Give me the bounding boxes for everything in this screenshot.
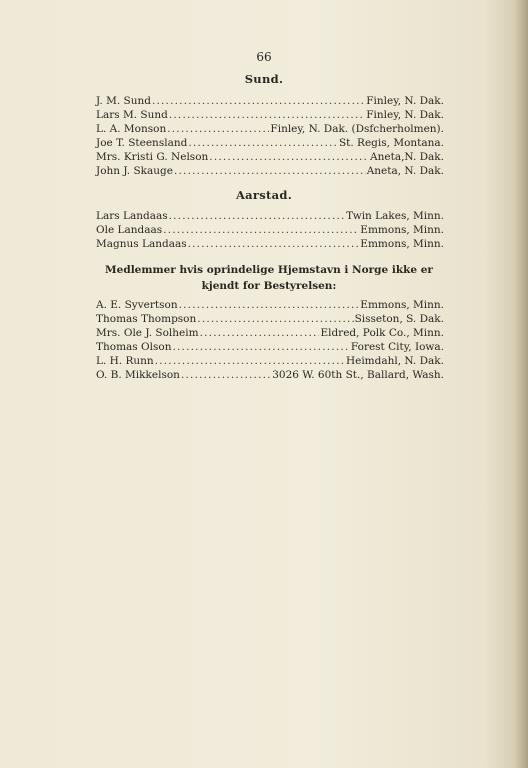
- page-edge: [514, 0, 528, 768]
- dot-leader: [174, 165, 366, 177]
- member-place: Sisseton, S. Dak.: [354, 313, 444, 325]
- dot-leader: [167, 123, 269, 135]
- member-name: Thomas Olson: [96, 341, 172, 353]
- dot-leader: [188, 137, 338, 149]
- list-item: [96, 238, 444, 252]
- dot-leader: [169, 109, 365, 121]
- dot-leader: [169, 210, 345, 222]
- section-heading-unknown-origin: Medlemmer hvis oprindelige Hjemstavn i Norge ikke er kjendt for Bestyrelsen:: [105, 264, 433, 292]
- member-name: Ole Landaas: [96, 224, 163, 236]
- member-name: Mrs. Kristi G. Nelson: [96, 151, 209, 163]
- member-name: John J. Skauge: [96, 165, 173, 177]
- list-item: [96, 313, 444, 327]
- dot-leader: [179, 299, 360, 311]
- list-item: [96, 95, 444, 109]
- member-place: Finley, N. Dak. (Dsfcherholmen).: [270, 123, 444, 135]
- member-name: O. B. Mikkelson: [96, 369, 180, 381]
- list-item: [96, 224, 444, 238]
- member-place: Aneta, N. Dak.: [366, 165, 444, 177]
- member-name: Joe T. Steensland: [96, 137, 188, 149]
- member-name: L. H. Runn: [96, 355, 154, 367]
- page-number: 66: [256, 50, 272, 64]
- member-place: Emmons, Minn.: [360, 238, 444, 250]
- member-name: Mrs. Ole J. Solheim: [96, 327, 199, 339]
- list-item: [96, 341, 444, 355]
- member-name: Lars Landaas: [96, 210, 168, 222]
- list-item: [96, 123, 444, 137]
- list-item: [96, 151, 444, 165]
- dot-leader: [152, 95, 365, 107]
- list-item: [96, 137, 444, 151]
- member-name: Thomas Thompson: [96, 313, 197, 325]
- member-place: St. Regis, Montana.: [338, 137, 444, 149]
- list-item: [96, 299, 444, 313]
- member-place: Finley, N. Dak.: [366, 95, 444, 107]
- section-heading-sund: Sund.: [244, 72, 284, 86]
- dot-leader: [209, 151, 369, 163]
- member-place: Eldred, Polk Co., Minn.: [320, 327, 444, 339]
- member-name: J. M. Sund: [96, 95, 151, 107]
- list-item: [96, 369, 444, 383]
- member-place: Finley, N. Dak.: [366, 109, 444, 121]
- member-place: Emmons, Minn.: [360, 299, 444, 311]
- member-place: Forest City, Iowa.: [350, 341, 444, 353]
- dot-leader: [163, 224, 359, 236]
- dot-leader: [181, 369, 271, 381]
- dot-leader: [172, 341, 349, 353]
- member-place: Heimdahl, N. Dak.: [345, 355, 444, 367]
- dot-leader: [155, 355, 345, 367]
- list-item: [96, 165, 444, 179]
- list-item: [96, 210, 444, 224]
- dot-leader: [197, 313, 353, 325]
- member-place: Aneta,N. Dak.: [370, 151, 444, 163]
- member-name: L. A. Monson: [96, 123, 167, 135]
- member-name: Magnus Landaas: [96, 238, 187, 250]
- list-item: [96, 327, 444, 341]
- member-place: Twin Lakes, Minn.: [346, 210, 444, 222]
- member-place: Emmons, Minn.: [360, 224, 444, 236]
- section-heading-aarstad: Aarstad.: [235, 188, 293, 202]
- member-place: 3026 W. 60th St., Ballard, Wash.: [272, 369, 444, 381]
- list-item: [96, 109, 444, 123]
- member-name: Lars M. Sund: [96, 109, 168, 121]
- dot-leader: [188, 238, 360, 250]
- list-item: [96, 355, 444, 369]
- dot-leader: [200, 327, 320, 339]
- member-name: A. E. Syvertson: [96, 299, 178, 311]
